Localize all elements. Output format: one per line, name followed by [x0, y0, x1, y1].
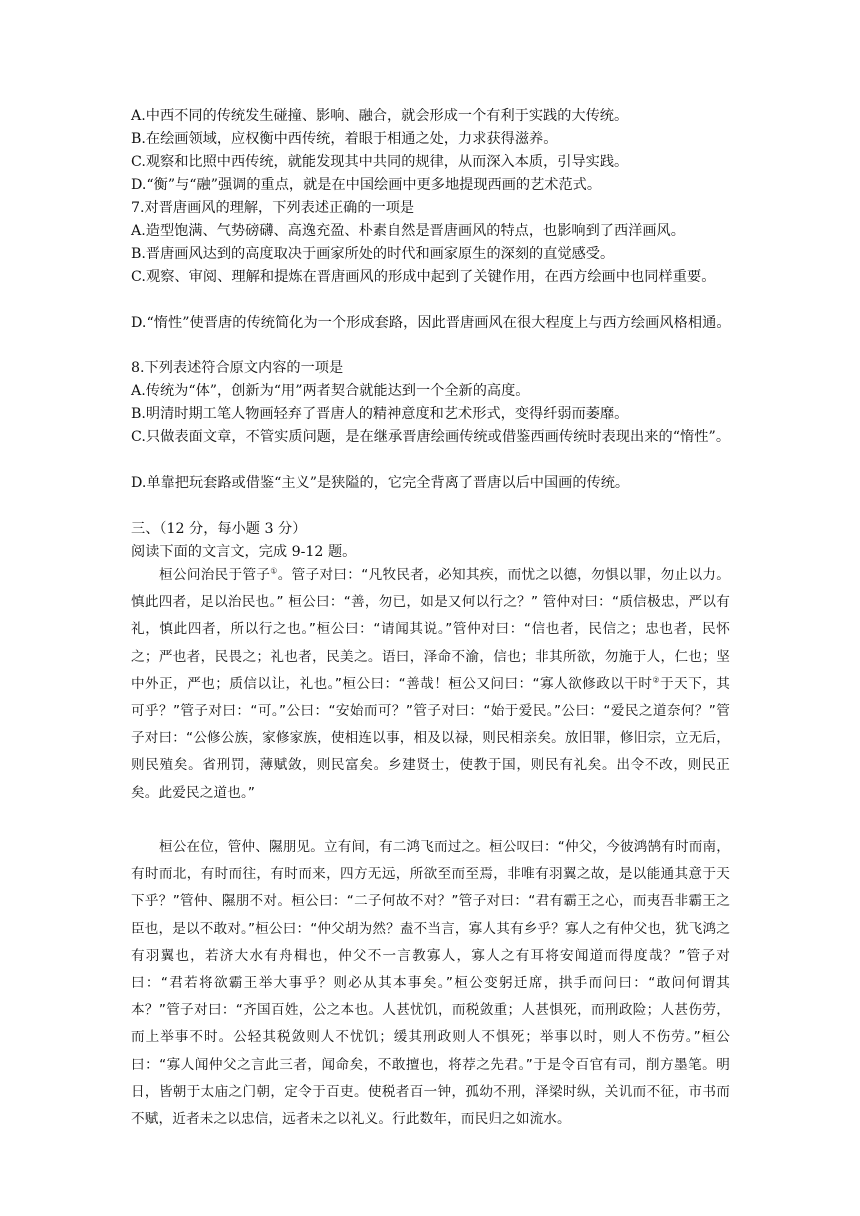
q7-option-b: B.晋唐画风达到的高度取决于画家所处的时代和画家原生的深刻的直觉感受。	[131, 246, 615, 262]
section-heading: 三、（12 分，每小题 3 分）	[131, 521, 307, 537]
q6-option-b: B.在绘画领域，应权衡中西传统，着眼于相通之处，力求获得滋养。	[131, 131, 558, 147]
q6-option-a: A.中西不同的传统发生碰撞、影响、融合，就会形成一个有利于实践的大传统。	[131, 108, 629, 124]
section-instruction: 阅读下面的文言文，完成 9-12 题。	[131, 544, 357, 560]
q6-option-d: D.“衡”与“融”强调的重点，就是在中国绘画中更多地提现西画的艺术范式。	[131, 177, 602, 193]
q8-option-b: B.明清时期工笔人物画轻弃了晋唐人的精神意度和艺术形式，变得纤弱而萎靡。	[131, 406, 629, 422]
q7-option-d: D.“惰性”使晋唐的传统简化为一个形成套路，因此晋唐画风在很大程度上与西方绘画风格相通。	[131, 315, 731, 331]
passage-text: 桓公问治民于管子	[159, 567, 271, 583]
footnote-marker: ②	[652, 675, 661, 685]
passage-paragraph-2: 桓公在位，管仲、隰朋见。立有间，有二鸿飞而过之。桓公叹曰：“仲父，今彼鸿鹄有时而南，有时而北，有时而往，有时而来，四方无远，所欲至而至焉，非唯有羽翼之故，是以能通其意于天下乎？”管仲、隰朋不对。桓公曰：“二子何故不对？”管子对曰：“君有霸王之心，而夷吾非霸王之臣也，是以不敢对。”桓公曰：“仲父胡为然？盍不当言，寡人其有乡乎？寡人之有仲父也，犹飞鸿之有羽翼也，若济大水有舟楫也，仲父不一言教寡人，寡人之有耳将安闻道而得度哉？”管子对曰：“君若将欲霸王举大事乎？则必从其本事矣。”桓公变躬迁席，拱手而问曰：“敢问何谓其本？”管子对曰：“齐国百姓，公之本也。人甚忧饥，而税敛重；人甚惧死，而刑政险；人甚伤劳，而上举事不时。公轻其税敛则人不忧饥；缓其刑政则人不惧死；举事以时，则人不伤劳。”桓公曰：“寡人闻仲父之言此三者，闻命矣，不敢擅也，将荐之先君。”于是令百官有司，削方墨笔。明日，皆朝于太庙之门朝，定令于百吏。使税者百一钟，孤幼不刑，泽梁时纵，关讥而不征，市书而不赋，近者未之以忠信，远者未之以礼义。行此数年，而民归之如流水。	[131, 839, 730, 1128]
passage-text: 于天下，其可乎？”管子对曰：“可。”公曰：“安始而可？”管子对曰：“始于爱民。”公曰：“爱民之道奈何？”管子对曰：“公修公族，家修家族，使相连以事，相及以禄，则民相亲矣。放旧罪，修旧宗，立无后，则民殖矣。省刑罚，薄赋敛，则民富矣。乡建贤士，使教于国，则民有礼矣。出令不改，则民正矣。此爱民之道也。”	[131, 675, 730, 801]
q7-option-c: C.观察、审阅、理解和提炼在晋唐画风的形成中起到了关键作用，在西方绘画中也同样重要。	[131, 269, 716, 285]
q7-stem: 7.对晋唐画风的理解，下列表述正确的一项是	[131, 200, 415, 216]
q8-option-c: C.只做表面文章，不管实质问题，是在继承晋唐绘画传统或借鉴西画传统时表现出来的“惰性”。	[131, 429, 731, 445]
footnote-marker: ①	[270, 566, 278, 576]
q8-option-a: A.传统为“体”，创新为“用”两者契合就能达到一个全新的高度。	[131, 383, 530, 399]
passage-text: 。管子对曰：“凡牧民者，必知其疾，而忧之以德，勿惧以罪，勿止以力。慎此四者，足以治民也。” 桓公曰：“善，勿已，如是又何以行之？” 管仲对曰：“质信极忠，严以有礼，慎此四者，所以行之也。”桓公曰：“请闻其说。”管仲对曰：“信也者，民信之；忠也者，民怀之；严也者，民畏之；礼也者，民美之。语曰，泽命不渝，信也；非其所欲，勿施于人，仁也；坚中外正，严也；质信以让，礼也。”桓公曰：“善哉！桓公又问曰：“寡人欲修政以干时	[131, 567, 730, 692]
q7-option-a: A.造型饱满、气势磅礴、高逸充盈、朴素自然是晋唐画风的特点，也影响到了西洋画风。	[131, 223, 685, 239]
q8-stem: 8.下列表述符合原文内容的一项是	[131, 360, 344, 376]
q6-option-c: C.观察和比照中西传统，就能发现其中共同的规律，从而深入本质，引导实践。	[131, 154, 629, 170]
passage-paragraph-1	[131, 562, 730, 807]
q8-option-d: D.单靠把玩套路或借鉴“主义”是狭隘的，它完全背离了晋唐以后中国画的传统。	[131, 475, 630, 491]
